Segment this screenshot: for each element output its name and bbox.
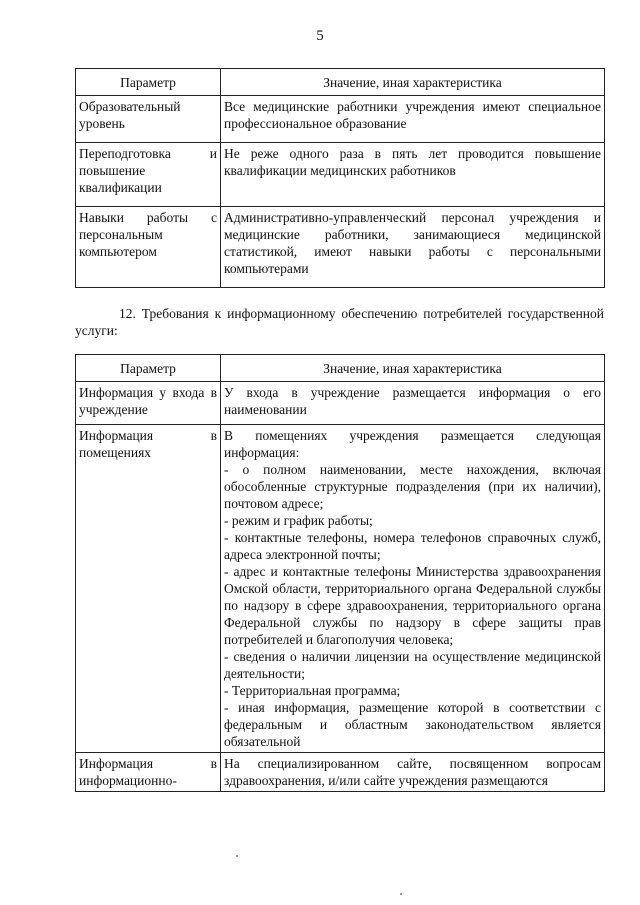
info-line: В помещениях учреждения размещается следующая информация: [224,428,601,460]
value-cell: Все медицинские работники учреждения имеют специальное профессиональное образование [221,96,605,143]
value-cell: На специализированном сайте, посвященном вопросам здравоохранения, и/или сайте учреждения размещаются [221,753,605,792]
param-cell: Информация у входа в учреждение [76,382,221,425]
scan-speck [400,893,402,895]
value-cell: Административно-управленческий персонал учреждения и медицинские работники, занимающиеся медицинской статистикой, имеют навыки работы с персональными компьютерами [221,207,605,288]
param-cell: Образовательный уровень [76,96,221,143]
table-header-row [76,69,605,96]
info-line: - Территориальная программа; [224,683,401,698]
info-line: - режим и график работы; [224,513,373,528]
page-number: 5 [316,28,324,44]
table-header-row [76,355,605,382]
info-line: - контактные телефоны, номера телефонов справочных служб, адреса электронной почты; [224,530,601,562]
table-row [76,96,605,143]
information-requirements-table [75,354,605,792]
info-line: - о полном наименовании, месте нахождения, включая обособленные структурные подразделения (при их наличии), почтовом адресе; [224,462,601,511]
scan-speck [236,855,238,857]
header-parameter: Параметр [76,69,221,96]
param-cell: Переподготовка и повышение квалификации [76,143,221,207]
staff-requirements-table [75,68,605,288]
info-line: - адрес и контактные телефоны Министерства здравоохранения Омской области, территориального органа Федеральной службы по надзору в сфере здравоохранения, территориального органа Федеральной службы по надзору в сфере защиты прав потребителей и благополучия человека; [224,564,601,647]
table-row [76,753,605,792]
value-cell: У входа в учреждение размещается информация о его наименовании [221,382,605,425]
param-cell: Информация в помещениях [76,425,221,753]
table-row [76,382,605,425]
table-row [76,143,605,207]
value-cell: Не реже одного раза в пять лет проводится повышение квалификации медицинских работников [221,143,605,207]
param-cell: Навыки работы с персональным компьютером [76,207,221,288]
header-value: Значение, иная характеристика [221,355,605,382]
value-cell [221,425,605,753]
header-parameter: Параметр [76,355,221,382]
param-cell: Информация в информационно- [76,753,221,792]
scan-speck [308,596,310,598]
info-line: - сведения о наличии лицензии на осуществление медицинской деятельности; [224,649,601,681]
table-row [76,425,605,753]
header-value: Значение, иная характеристика [221,69,605,96]
section-12-heading: 12. Требования к информационному обеспечению потребителей государственной услуги: [75,306,604,338]
info-line: - иная информация, размещение которой в соответствии с федеральным и областным законодательством является обязательной [224,700,601,749]
table-row [76,207,605,288]
